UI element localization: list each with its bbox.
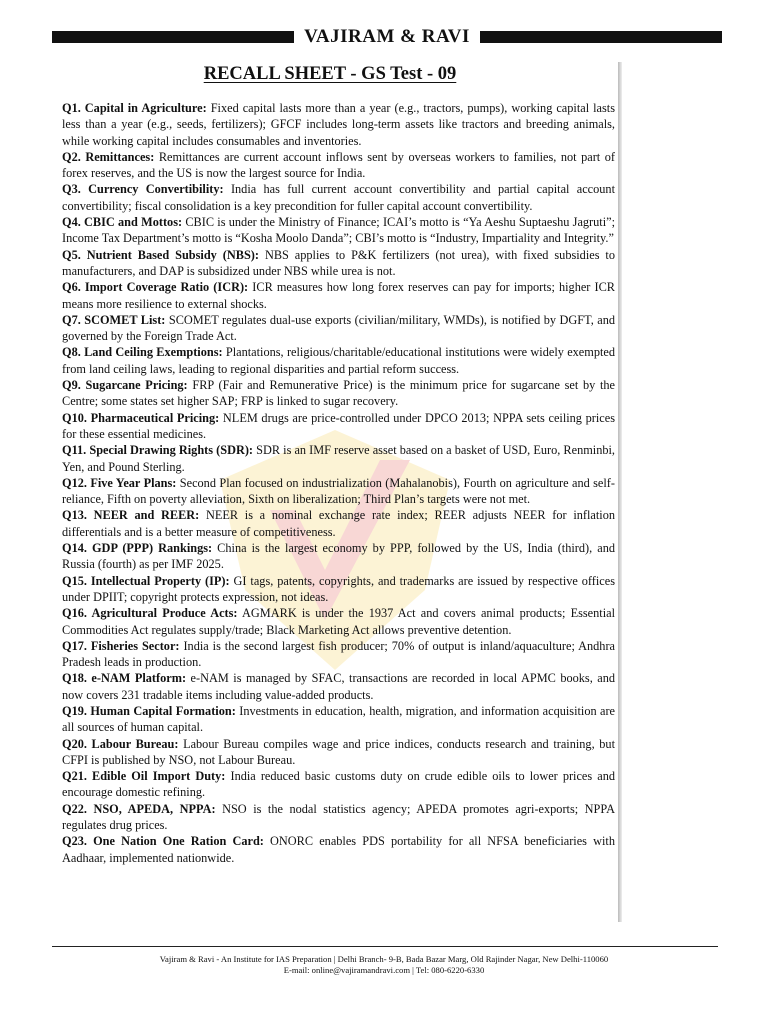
footer-divider <box>52 946 718 947</box>
recall-item-title: Q11. Special Drawing Rights (SDR): <box>62 443 254 458</box>
recall-item <box>62 736 615 769</box>
recall-item-title: Q19. Human Capital Formation: <box>62 703 236 718</box>
recall-item <box>62 605 615 638</box>
recall-item <box>62 181 615 214</box>
recall-item-title: Q20. Labour Bureau: <box>62 736 179 751</box>
recall-item <box>62 377 615 410</box>
recall-item-text: SCOMET regulates dual-use exports (civilian/military, WMDs), is notified by DGFT, and governed by the Foreign Trade Act. <box>62 312 616 344</box>
recall-item-text: India reduced basic customs duty on crude edible oils to lower prices and encourage domestic refining. <box>62 769 615 800</box>
recall-item <box>62 703 615 736</box>
recall-item-title: Q17. Fisheries Sector: <box>62 638 180 653</box>
header-bar-right <box>480 31 722 43</box>
recall-item <box>62 507 615 540</box>
recall-item-text: Investments in education, health, migration, and information acquisition are all sources of human capital. <box>62 703 616 735</box>
recall-item-text: Fixed capital lasts more than a year (e.g., tractors, pumps), working capital lasts less than a year (e.g., seeds, fertilizers); GFCF includes long-term assets like tractors and breeding animals, while working capital includes consumables and inventories. <box>62 101 615 148</box>
recall-item <box>62 247 615 280</box>
recall-item-title: Q1. Capital in Agriculture: <box>62 101 207 115</box>
recall-item-title: Q21. Edible Oil Import Duty: <box>62 769 226 784</box>
recall-item-title: Q5. Nutrient Based Subsidy (NBS): <box>62 247 259 262</box>
recall-item <box>62 801 615 834</box>
recall-item-title: Q12. Five Year Plans: <box>62 475 177 490</box>
header-bar-left <box>52 31 294 43</box>
recall-item-text: Second Plan focused on industrialization (Mahalanobis), Fourth on agriculture and self-reliance, Fifth on poverty alleviation, Sixth on liberalization; Third Plan’s targets were not met. <box>62 475 615 507</box>
recall-item-text: Labour Bureau compiles wage and price indices, conducts research and training, but CFPI is published by NSO, not Labour Bureau. <box>62 736 615 767</box>
recall-item-text: Remittances are current account inflows sent by overseas workers to families, not part of forex reserves, and the US is now the largest source for India. <box>62 149 615 181</box>
recall-item-title: Q10. Pharmaceutical Pricing: <box>62 410 220 425</box>
recall-item-text: NBS applies to P&K fertilizers (not urea), with fixed subsidies to manufacturers, and DAP is subsidized under NBS while urea is not. <box>62 247 615 278</box>
recall-item-title: Q14. GDP (PPP) Rankings: <box>62 541 213 556</box>
page-header <box>52 26 722 48</box>
recall-item-text: India has full current account convertibility and partial capital account convertibility; fiscal consolidation is a key precondition for fuller capital account convertibility. <box>62 182 615 213</box>
recall-item-text: ICR measures how long forex reserves can pay for imports; higher ICR means more resilience to external shocks. <box>62 280 615 311</box>
recall-item <box>62 833 615 866</box>
recall-item-text: GI tags, patents, copyrights, and trademarks are issued by respective offices under DPIIT; copyright protects expression, not ideas. <box>62 573 615 604</box>
recall-item-text: e-NAM is managed by SFAC, transactions are recorded in local APMC books, and now covers 231 tradable items including value-added products. <box>62 671 616 702</box>
recall-item <box>62 410 615 443</box>
recall-item-text: ONORC enables PDS portability for all NFSA beneficiaries with Aadhaar, implemented nationwide. <box>62 834 615 865</box>
recall-item-text: FRP (Fair and Remunerative Price) is the minimum price for sugarcane set by the Centre; some states set higher SAP; FRP is linked to sugar recovery. <box>62 378 615 409</box>
recall-content <box>62 100 615 866</box>
recall-item <box>62 149 615 182</box>
recall-item-title: Q9. Sugarcane Pricing: <box>62 378 188 393</box>
recall-item-title: Q23. One Nation One Ration Card: <box>62 834 264 849</box>
recall-item-title: Q8. Land Ceiling Exemptions: <box>62 345 223 360</box>
recall-item-title: Q15. Intellectual Property (IP): <box>62 573 230 588</box>
brand-name: VAJIRAM & RAVI <box>304 26 470 47</box>
recall-item-text: CBIC is under the Ministry of Finance; ICAI’s motto is “Ya Aeshu Suptaeshu Jagruti”; Income Tax Department’s motto is “Kosha Moolo Danda”; CBI’s motto is “Industry, Impartiality and Integrity.” <box>62 215 616 246</box>
page-title: RECALL SHEET - GS Test - 09 <box>203 64 457 84</box>
recall-item-text: NEER is a nominal exchange rate index; REER adjusts NEER for inflation differentials and is a better measure of competitiveness. <box>62 508 615 539</box>
recall-item-text: AGMARK is under the 1937 Act and covers animal products; Essential Commodities Act regulates supply/trade; Black Marketing Act allows preventive detention. <box>62 606 615 637</box>
recall-item <box>62 312 615 345</box>
recall-item <box>62 475 615 508</box>
recall-item-title: Q13. NEER and REER: <box>62 508 200 523</box>
recall-item <box>62 670 615 703</box>
recall-item <box>62 100 615 149</box>
recall-item-text: SDR is an IMF reserve asset based on a basket of USD, Euro, Renminbi, Yen, and Pound Sterling. <box>62 443 616 474</box>
footer-address: Vajiram & Ravi - An Institute for IAS Preparation | Delhi Branch- 9-B, Bada Bazar Marg, Old Rajinder Nagar, New Delhi-110060 <box>159 954 609 964</box>
recall-item <box>62 344 615 377</box>
recall-item-text: Plantations, religious/charitable/educational institutions were widely exempted from land ceiling laws, leading to regional disparities and partial reform success. <box>62 345 616 376</box>
footer-contact: E-mail: online@vajiramandravi.com | Tel: 080-6220-6330 <box>283 965 485 975</box>
recall-item <box>62 279 615 312</box>
recall-item <box>62 768 615 801</box>
recall-item-title: Q18. e-NAM Platform: <box>62 671 187 686</box>
recall-item-text: NSO is the nodal statistics agency; APEDA promotes agri-exports; NPPA regulates drug prices. <box>62 801 615 833</box>
recall-item-text: India is the second largest fish producer; 70% of output is inland/aquaculture; Andhra Pradesh leads in production. <box>62 638 616 670</box>
recall-item-title: Q16. Agricultural Produce Acts: <box>62 606 238 621</box>
recall-item-title: Q7. SCOMET List: <box>62 312 166 327</box>
recall-item <box>62 638 615 671</box>
recall-item <box>62 573 615 606</box>
recall-item-title: Q3. Currency Convertibility: <box>62 182 224 197</box>
recall-item <box>62 214 615 247</box>
recall-item <box>62 442 615 475</box>
recall-item-title: Q22. NSO, APEDA, NPPA: <box>62 801 216 816</box>
page-footer <box>0 954 768 976</box>
recall-item-title: Q2. Remittances: <box>62 149 155 164</box>
recall-item-text: NLEM drugs are price-controlled under DPCO 2013; NPPA sets ceiling prices for these essential medicines. <box>62 410 615 441</box>
recall-item-text: China is the largest economy by PPP, followed by the US, India (third), and Russia (fourth) as per IMF 2025. <box>62 541 615 572</box>
recall-item-title: Q4. CBIC and Mottos: <box>62 215 183 230</box>
recall-item-title: Q6. Import Coverage Ratio (ICR): <box>62 280 249 295</box>
recall-item <box>62 540 615 573</box>
page-edge-shadow <box>618 62 622 922</box>
